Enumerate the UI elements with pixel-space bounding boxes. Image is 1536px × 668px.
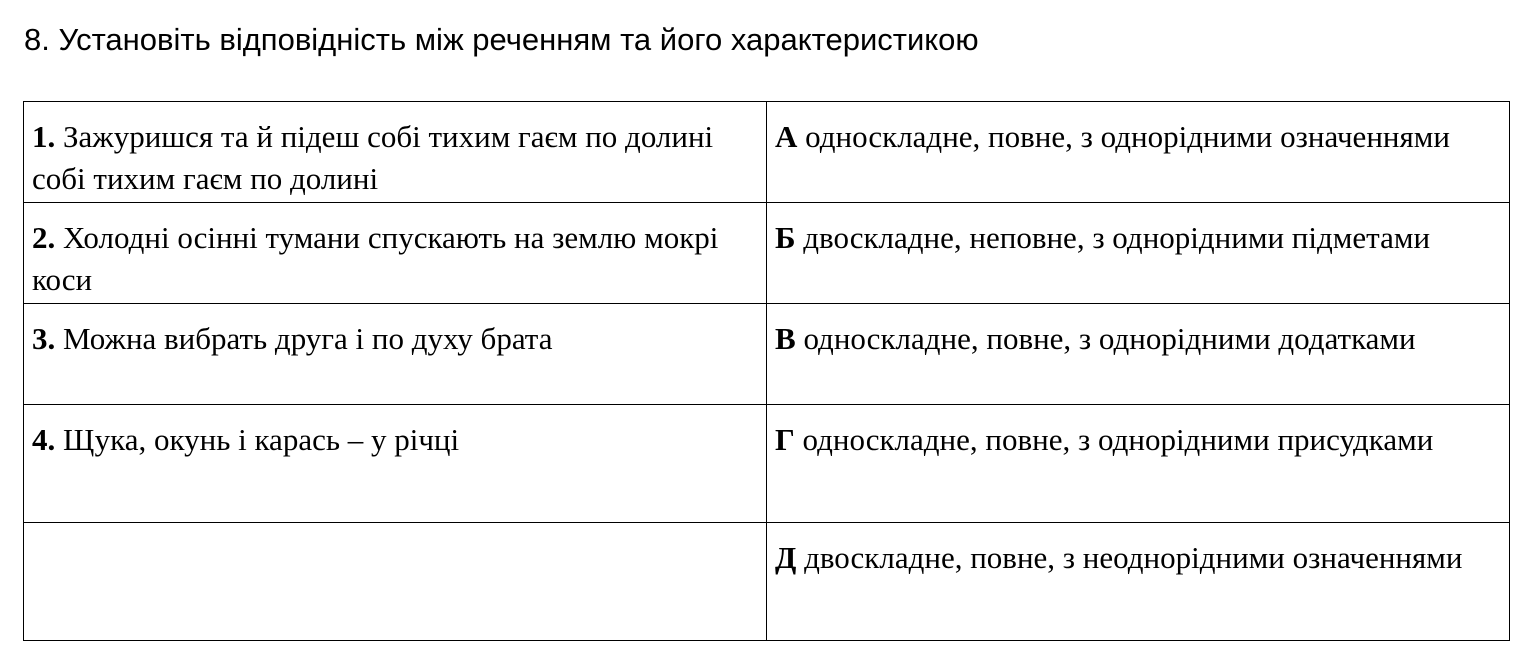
characteristic-text: односкладне, повне, з однорідними означеннями: [797, 119, 1450, 154]
characteristic-cell-b: [767, 203, 1510, 304]
sentence-cell-3: [24, 304, 767, 405]
sentence-text: Холодні осінні тумани спускають на землю мокрі коси: [32, 220, 719, 297]
sentence-number: 1.: [32, 119, 56, 154]
characteristic-letter: А: [775, 119, 798, 154]
sentence-cell-4: [24, 405, 767, 523]
sentence-text: Зажуришся та й підеш собі тихим гаєм по долині собі тихим гаєм по долині: [32, 119, 714, 196]
sentence-text: Щука, окунь і карась – у річці: [55, 422, 460, 457]
sentence-cell-2: [24, 203, 767, 304]
matching-table: [23, 101, 1510, 641]
sentence-cell-1: [24, 102, 767, 203]
sentence-text: Можна вибрать друга і по духу брата: [55, 321, 553, 356]
characteristic-cell-h: [767, 405, 1510, 523]
table-row: [24, 203, 1510, 304]
sentence-number: 2.: [32, 220, 56, 255]
sentence-number: 3.: [32, 321, 56, 356]
characteristic-text: двоскладне, неповне, з однорідними підметами: [795, 220, 1431, 255]
task-title: 8. Установіть відповідність між реченням та його характеристикою: [24, 22, 979, 57]
table-row: [24, 405, 1510, 523]
characteristic-text: двоскладне, повне, з неоднорідними означеннями: [796, 540, 1463, 575]
table-row: [24, 304, 1510, 405]
characteristic-letter: В: [775, 321, 796, 356]
sentence-number: 4.: [32, 422, 56, 457]
table-row: [24, 102, 1510, 203]
characteristic-cell-a: [767, 102, 1510, 203]
characteristic-text: односкладне, повне, з однорідними додатками: [795, 321, 1416, 356]
characteristic-cell-d: [767, 523, 1510, 641]
characteristic-text: односкладне, повне, з однорідними присудками: [794, 422, 1434, 457]
characteristic-letter: Б: [775, 220, 796, 255]
sentence-cell-empty: [24, 523, 767, 641]
characteristic-letter: Д: [775, 540, 797, 575]
table-row: [24, 523, 1510, 641]
characteristic-cell-v: [767, 304, 1510, 405]
characteristic-letter: Г: [775, 422, 795, 457]
